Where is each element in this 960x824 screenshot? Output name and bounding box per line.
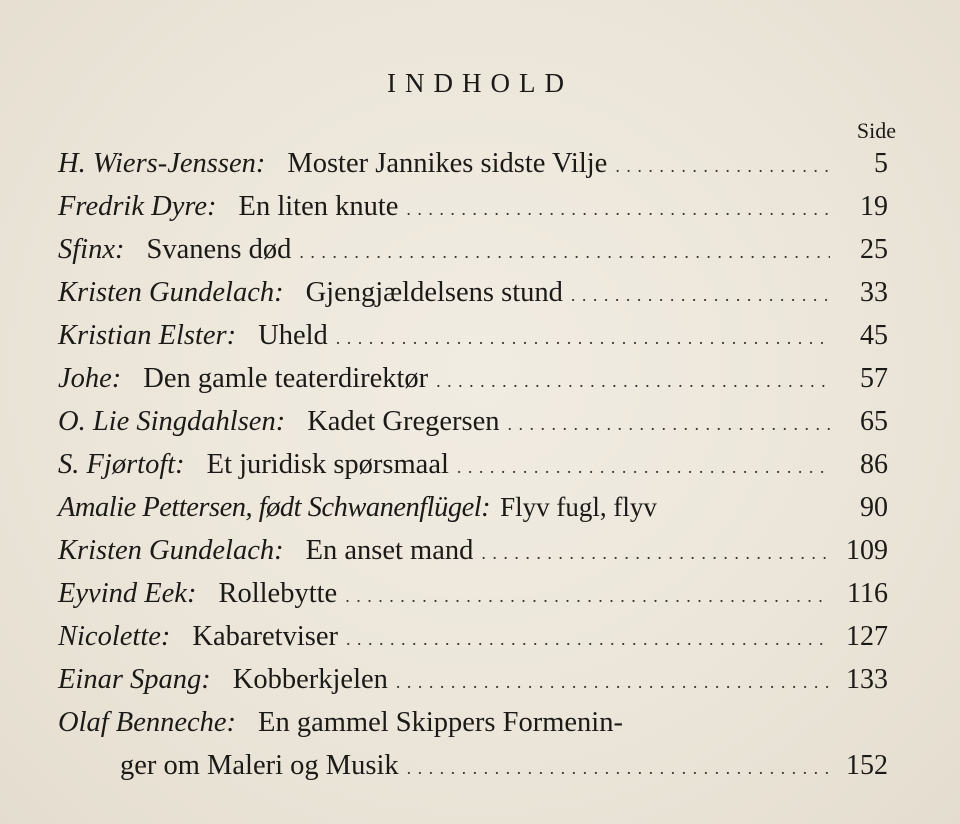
dot-leader xyxy=(457,443,830,489)
entry-author: Kristen Gundelach: xyxy=(58,277,284,308)
entry-page: 152 xyxy=(846,750,888,781)
toc-entry xyxy=(58,529,888,572)
entry-title: Kabaretviser xyxy=(192,621,338,652)
toc-entry xyxy=(58,357,888,400)
entry-page: 90 xyxy=(860,492,888,523)
entry-author: H. Wiers-Jenssen: xyxy=(58,148,266,179)
toc-entry xyxy=(58,314,888,357)
toc-entry xyxy=(58,185,888,228)
dot-leader xyxy=(481,529,830,575)
entry-title: En gammel Skippers Formenin- xyxy=(258,707,623,738)
page-column-label: Side xyxy=(856,118,896,143)
entry-author: Kristen Gundelach: xyxy=(58,535,284,566)
toc-entry xyxy=(58,572,888,615)
entry-author: Sfinx: xyxy=(58,234,125,265)
toc-heading: INDHOLD xyxy=(387,68,573,98)
entry-page: 116 xyxy=(847,578,888,609)
entry-title-continued: ger om Maleri og Musik xyxy=(120,750,399,781)
entry-title: Kobberkjelen xyxy=(232,664,388,695)
dot-leader xyxy=(406,185,830,231)
entry-title: Et juridisk spørsmaal xyxy=(206,449,449,480)
entry-page: 45 xyxy=(860,320,888,351)
entry-page: 57 xyxy=(860,363,888,394)
entry-author: Eyvind Eek: xyxy=(58,578,197,609)
entry-title: Flyv fugl, flyv xyxy=(500,492,657,522)
entry-author: Amalie Pettersen, født Schwanenflügel: xyxy=(58,492,491,523)
dot-leader xyxy=(507,400,830,446)
entry-title: Kadet Gregersen xyxy=(307,406,500,437)
toc-entry-continuation xyxy=(58,744,888,787)
toc-entry xyxy=(58,615,888,658)
entry-page: 33 xyxy=(860,277,888,308)
entry-page: 133 xyxy=(846,664,888,695)
dot-leader xyxy=(299,228,830,274)
entry-page: 65 xyxy=(860,406,888,437)
entry-author: S. Fjørtoft: xyxy=(58,449,185,480)
toc-entry xyxy=(58,271,888,314)
toc-entry xyxy=(58,142,888,185)
entry-author: Kristian Elster: xyxy=(58,320,237,351)
entry-page: 5 xyxy=(874,148,888,179)
entry-title: Moster Jannikes sidste Vilje xyxy=(287,148,608,179)
entry-page: 127 xyxy=(846,621,888,652)
entry-title: En liten knute xyxy=(238,191,399,222)
toc-entry xyxy=(58,400,888,443)
entry-title: En anset mand xyxy=(305,535,474,566)
toc-entry xyxy=(58,658,888,701)
toc-entry xyxy=(58,486,888,529)
entry-author: Nicolette: xyxy=(58,621,171,652)
dot-leader xyxy=(396,658,830,704)
toc-entry xyxy=(58,443,888,486)
entry-author: Einar Spang: xyxy=(58,664,211,695)
entry-title: Uheld xyxy=(258,320,328,351)
entry-title: Gjengjældelsens stund xyxy=(305,277,563,308)
toc-entry xyxy=(58,228,888,271)
toc-entry xyxy=(58,701,888,744)
entry-page: 25 xyxy=(860,234,888,265)
dot-leader xyxy=(345,572,830,618)
entry-author: Fredrik Dyre: xyxy=(58,191,217,222)
dot-leader xyxy=(336,314,830,360)
table-of-contents xyxy=(58,142,888,787)
dot-leader xyxy=(407,744,830,790)
dot-leader xyxy=(436,357,830,403)
entry-author: O. Lie Singdahlsen: xyxy=(58,406,286,437)
entry-title: Rollebytte xyxy=(218,578,338,609)
entry-author: Olaf Benneche: xyxy=(58,707,237,738)
entry-page: 19 xyxy=(860,191,888,222)
dot-leader xyxy=(571,271,830,317)
entry-page: 109 xyxy=(846,535,888,566)
entry-page: 86 xyxy=(860,449,888,480)
entry-author: Johe: xyxy=(58,363,122,394)
dot-leader xyxy=(615,142,830,188)
dot-leader xyxy=(346,615,830,661)
entry-title: Svanens død xyxy=(146,234,292,265)
entry-title: Den gamle teaterdirektør xyxy=(143,363,429,394)
